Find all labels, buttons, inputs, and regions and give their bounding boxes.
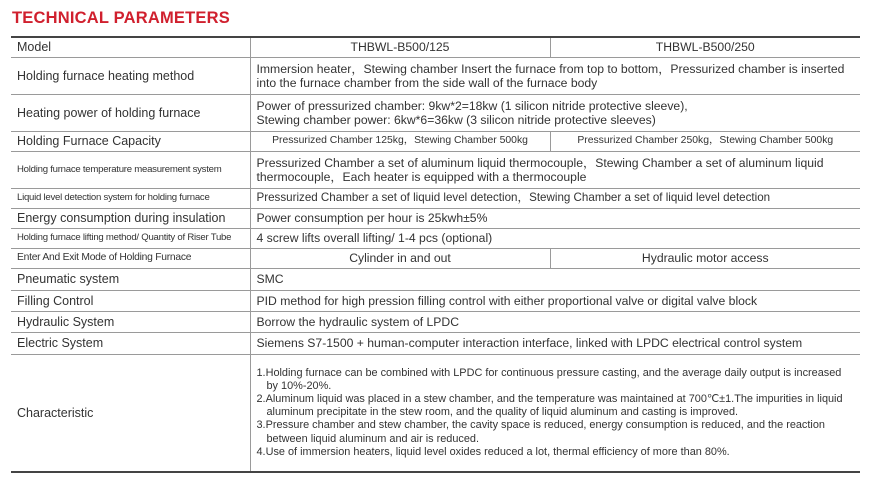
pneumatic-value: SMC xyxy=(250,268,860,290)
row-label-heating-method: Holding furnace heating method xyxy=(11,57,250,94)
table-row xyxy=(11,268,860,290)
table-row xyxy=(11,311,860,332)
table-row xyxy=(11,57,860,94)
table-row xyxy=(11,188,860,208)
row-label-lifting: Holding furnace lifting method/ Quantity of Riser Tube xyxy=(11,228,250,248)
heating-power-line-1: Power of pressurized chamber: 9kw*2=18kw (1 silicon nitride protective sleeve), xyxy=(256,98,688,113)
row-label-level-detection: Liquid level detection system for holding furnace xyxy=(11,188,250,208)
model-125: THBWL-B500/125 xyxy=(250,37,550,57)
heating-power-value xyxy=(250,94,860,131)
table-row xyxy=(11,94,860,131)
enter-exit-250: Hydraulic motor access xyxy=(550,248,860,268)
page-title: TECHNICAL PARAMETERS xyxy=(12,9,230,27)
level-detection-value: Pressurized Chamber a set of liquid level detection，Stewing Chamber a set of liquid level detection xyxy=(250,188,860,208)
electric-value: Siemens S7-1500 + human-computer interaction interface, linked with LPDC electrical control system xyxy=(250,332,860,354)
characteristic-item: 1.Holding furnace can be combined with LPDC for continuous pressure casting, and the average daily output is increased by 10%-20%. xyxy=(256,366,842,392)
temp-measurement-value: Pressurized Chamber a set of aluminum liquid thermocouple，Stewing Chamber a set of aluminum liquid thermocouple，Each heater is equipped with a thermocouple xyxy=(250,151,860,188)
characteristic-value xyxy=(250,354,860,472)
row-label-characteristic: Characteristic xyxy=(11,354,250,472)
table-row xyxy=(11,151,860,188)
capacity-250: Pressurized Chamber 250kg，Stewing Chamber 500kg xyxy=(550,131,860,151)
capacity-125: Pressurized Chamber 125kg，Stewing Chamber 500kg xyxy=(250,131,550,151)
table-row xyxy=(11,131,860,151)
row-label-hydraulic: Hydraulic System xyxy=(11,311,250,332)
energy-value: Power consumption per hour is 25kwh±5% xyxy=(250,208,860,228)
row-label-heating-power: Heating power of holding furnace xyxy=(11,94,250,131)
row-label-filling: Filling Control xyxy=(11,290,250,311)
row-label-energy: Energy consumption during insulation xyxy=(11,208,250,228)
characteristic-item: 4.Use of immersion heaters, liquid level oxides reduced a lot, thermal efficiency of more than 80%. xyxy=(256,445,730,458)
table-row xyxy=(11,208,860,228)
row-label-enter-exit: Enter And Exit Mode of Holding Furnace xyxy=(11,248,250,268)
heating-power-line-2: Stewing chamber power: 6kw*6=36kw (3 silicon nitride protective sleeves) xyxy=(256,112,656,127)
table-row xyxy=(11,228,860,248)
table-row xyxy=(11,248,860,268)
row-label-electric: Electric System xyxy=(11,332,250,354)
heating-method-value: Immersion heater，Stewing chamber Insert the furnace from top to bottom，Pressurized chamber is inserted into the furnace chamber from the side wall of the furnace body xyxy=(250,57,860,94)
characteristic-item: 3.Pressure chamber and stew chamber, the cavity space is reduced, energy consumption is reduced, and the reaction between liquid aluminum and air is reduced. xyxy=(256,419,825,445)
table-row xyxy=(11,332,860,354)
filling-value: PID method for high pression filling control with either proportional valve or digital valve block xyxy=(250,290,860,311)
table-row xyxy=(11,290,860,311)
enter-exit-125: Cylinder in and out xyxy=(250,248,550,268)
table-row xyxy=(11,354,860,472)
lifting-value: 4 screw lifts overall lifting/ 1-4 pcs (optional) xyxy=(250,228,860,248)
table-row xyxy=(11,37,860,57)
parameters-table xyxy=(11,36,860,473)
row-label-pneumatic: Pneumatic system xyxy=(11,268,250,290)
row-label-model: Model xyxy=(11,37,250,57)
row-label-capacity: Holding Furnace Capacity xyxy=(11,131,250,151)
characteristic-item: 2.Aluminum liquid was placed in a stew chamber, and the temperature was maintained at 700℃±1.The impurities in liquid aluminum precipitate in the stew room, and the quality of liquid aluminum and casting is improved. xyxy=(256,392,843,419)
model-250: THBWL-B500/250 xyxy=(550,37,860,57)
hydraulic-value: Borrow the hydraulic system of LPDC xyxy=(250,311,860,332)
row-label-temp-measurement: Holding furnace temperature measurement system xyxy=(11,151,250,188)
